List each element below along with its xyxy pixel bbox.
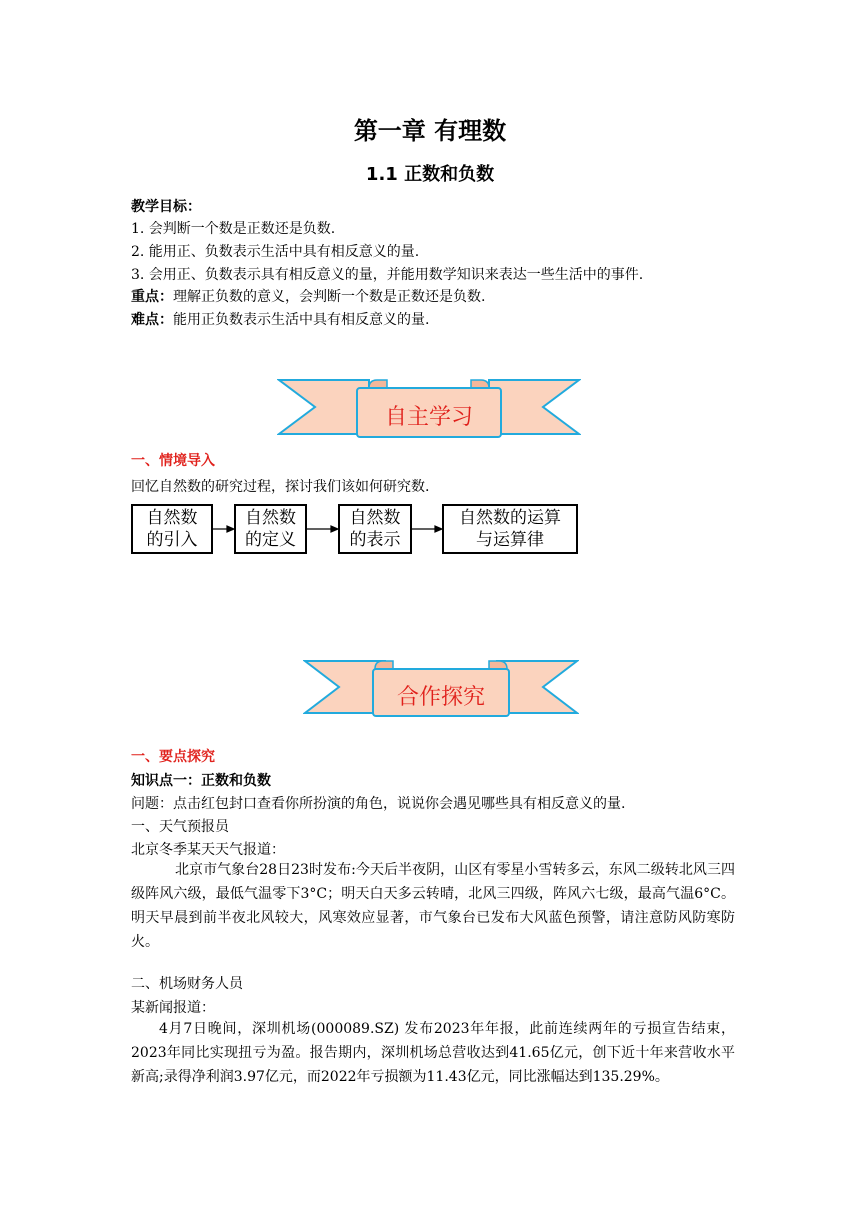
section-title: 1.1 正数和负数: [365, 164, 495, 185]
role2-title: 二、机场财务人员: [131, 976, 243, 992]
self-study-label: 自主学习: [384, 405, 473, 430]
objective-item: 1. 会判断一个数是正数还是负数.: [131, 221, 336, 237]
flow-box-line: 与运算律: [476, 530, 544, 550]
arrow-right-icon: [227, 526, 234, 532]
cooperative-banner: [303, 655, 579, 719]
flow-box-line: 的表示: [349, 530, 401, 550]
role1-title: 一、天气预报员: [131, 819, 229, 835]
intro-text: 回忆自然数的研究过程，探讨我们该如何研究数.: [131, 479, 430, 495]
role1-sub: 北京冬季某天天气报道：: [131, 842, 285, 858]
flow-box-line: 自然数: [349, 508, 401, 528]
key-point-text: 理解正负数的意义，会判断一个数是正数还是负数.: [173, 289, 486, 305]
flow-box-line: 自然数的运算: [459, 508, 561, 528]
flow-box-line: 的引入: [146, 530, 198, 550]
key-point-label: 重点：: [131, 289, 173, 305]
objective-item: 3. 会用正、负数表示具有相反意义的量，并能用数学知识来表达一些生活中的事件.: [131, 267, 644, 283]
weather-report: 北京市气象台28日23时发布:今天后半夜阴，山区有零星小雪转多云，东风二级转北风三四级阵风六级，最低气温零下3°C；明天白天多云转晴，北风三四级，阵风六七级，最高气温6°C。明天早晨到前半夜北风较大，风寒效应显著，市气象台已发布大风蓝色预警，请注意防风防寒防火。: [131, 862, 735, 950]
flow-box-line: 自然数: [245, 508, 296, 528]
chapter-title: 第一章 有理数: [353, 117, 507, 145]
intro-heading: 一、情境导入: [131, 453, 215, 469]
knowledge-point: 知识点一：正数和负数: [131, 773, 271, 789]
arrow-right-icon: [435, 526, 442, 532]
objectives-heading: 教学目标：: [131, 199, 201, 215]
cooperative-label: 合作探究: [396, 685, 485, 710]
difficulty-label: 难点：: [131, 312, 173, 328]
explore-heading: 一、要点探究: [131, 749, 215, 765]
difficulty-point: [131, 310, 429, 330]
flow-chart: [131, 504, 581, 558]
question-text: 问题：点击红包封口查看你所扮演的角色，说说你会遇见哪些具有相反意义的量.: [131, 796, 626, 812]
role2-sub: 某新闻报道：: [131, 1000, 215, 1016]
flow-box-line: 自然数: [146, 508, 198, 528]
flow-box-line: 的定义: [245, 530, 296, 550]
flow-arrows: [131, 504, 581, 558]
self-study-banner: [277, 374, 581, 440]
arrow-right-icon: [331, 526, 338, 532]
objective-item: 2. 能用正、负数表示生活中具有相反意义的量.: [131, 244, 420, 260]
key-point: [131, 287, 485, 307]
difficulty-text: 能用正负数表示生活中具有相反意义的量.: [173, 312, 430, 328]
airport-report: 4月7日晚间，深圳机场(000089.SZ) 发布2023年年报，此前连续两年的亏损宣告结束，2023年同比实现扭亏为盈。报告期内，深圳机场总营收达到41.65亿元，创下近十年来营收水平新高;录得净利润3.97亿元，而2022年亏损额为11.43亿元，同比涨幅达到135.29%。: [131, 1021, 735, 1085]
